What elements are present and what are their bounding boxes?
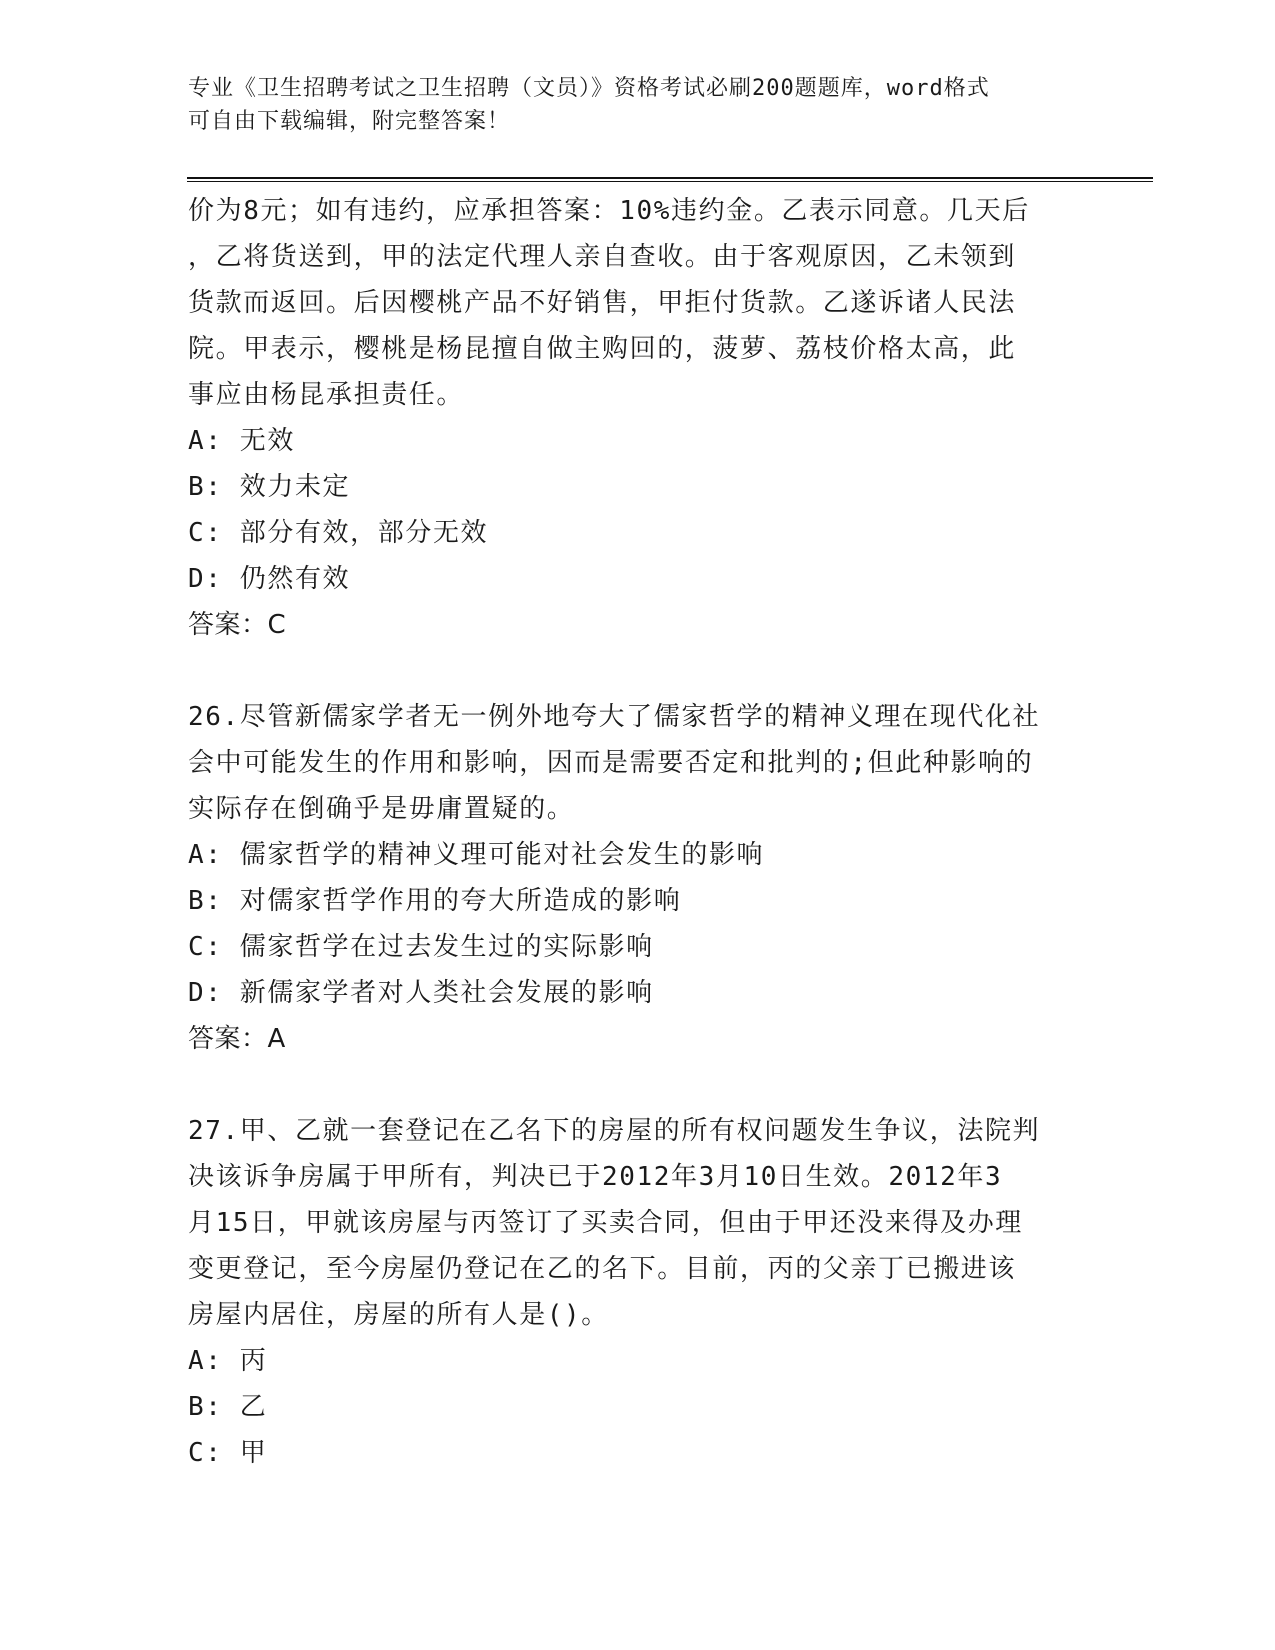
header-divider (187, 177, 1153, 182)
option-c: C: 甲 (188, 1438, 268, 1468)
option-a: A: 丙 (188, 1346, 268, 1376)
question-spacer (188, 1062, 1088, 1108)
option-b: B: 效力未定 (188, 472, 351, 502)
question-text-line: ，乙将货送到，甲的法定代理人亲自查收。由于客观原因，乙未领到 (188, 242, 1017, 272)
header-line-1: 专业《卫生招聘考试之卫生招聘（文员）》资格考试必刷200题题库，word格式 (188, 76, 990, 101)
question-text-line: 变更登记，至今房屋仍登记在乙的名下。目前，丙的父亲丁已搬进该 (188, 1254, 1017, 1284)
option-c: C: 部分有效，部分无效 (188, 518, 489, 548)
header-line-2: 可自由下载编辑，附完整答案！ (188, 109, 511, 134)
question-spacer (188, 648, 1088, 694)
question-text-line: 实际存在倒确乎是毋庸置疑的。 (188, 794, 575, 824)
answer-line: 答案：A (188, 1024, 286, 1054)
question-text-line: 房屋内居住，房屋的所有人是()。 (188, 1300, 609, 1330)
question-25 (188, 188, 1088, 648)
question-26 (188, 694, 1088, 1062)
option-b: B: 对儒家哲学作用的夸大所造成的影响 (188, 886, 682, 916)
option-b: B: 乙 (188, 1392, 268, 1422)
option-c: C: 儒家哲学在过去发生过的实际影响 (188, 932, 654, 962)
page-header (188, 72, 1068, 138)
question-text-line: 决该诉争房属于甲所有，判决已于2012年3月10日生效。2012年3 (188, 1162, 1003, 1192)
question-text-line: 院。甲表示，樱桃是杨昆擅自做主购回的，菠萝、荔枝价格太高，此 (188, 334, 1017, 364)
option-a: A: 无效 (188, 426, 295, 456)
option-a: A: 儒家哲学的精神义理可能对社会发生的影响 (188, 840, 765, 870)
answer-line: 答案：C (188, 610, 287, 640)
option-d: D: 新儒家学者对人类社会发展的影响 (188, 978, 654, 1008)
question-27 (188, 1108, 1088, 1476)
question-text-line: 26.尽管新儒家学者无一例外地夸大了儒家哲学的精神义理在现代化社 (188, 702, 1041, 732)
question-text-line: 27.甲、乙就一套登记在乙名下的房屋的所有权问题发生争议，法院判 (188, 1116, 1041, 1146)
question-text-line: 货款而返回。后因樱桃产品不好销售，甲拒付货款。乙遂诉诸人民法 (188, 288, 1017, 318)
question-text-line: 月15日，甲就该房屋与丙签订了买卖合同，但由于甲还没来得及办理 (188, 1208, 1023, 1238)
question-text-line: 事应由杨昆承担责任。 (188, 380, 465, 410)
question-text-line: 价为8元；如有违约，应承担答案：10%违约金。乙表示同意。几天后 (188, 196, 1030, 226)
question-text-line: 会中可能发生的作用和影响，因而是需要否定和批判的;但此种影响的 (188, 748, 1034, 778)
document-body (188, 188, 1088, 1476)
option-d: D: 仍然有效 (188, 564, 351, 594)
